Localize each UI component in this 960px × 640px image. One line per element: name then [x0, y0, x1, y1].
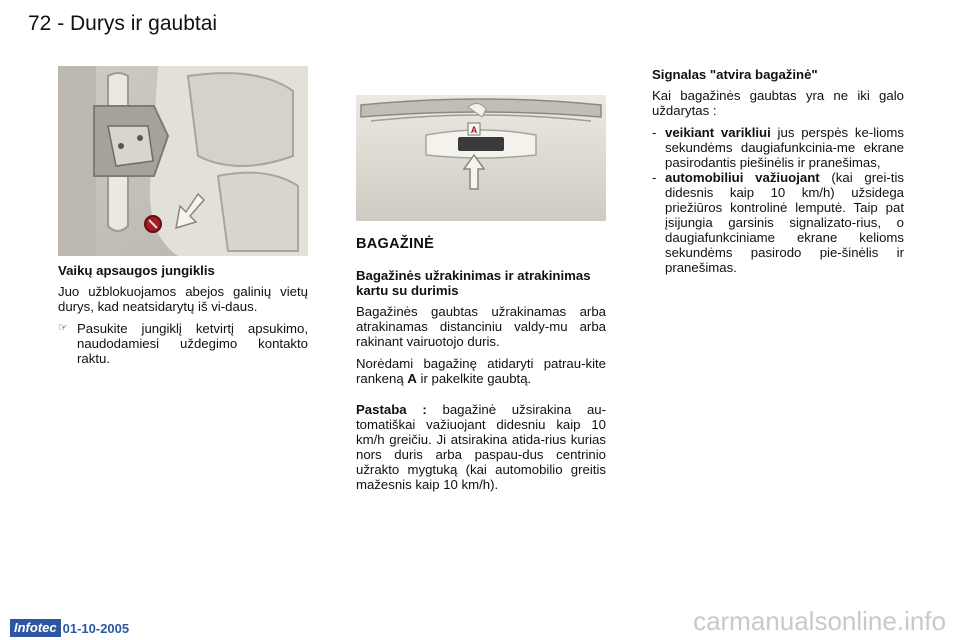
page-header: 72 - Durys ir gaubtai [28, 12, 218, 35]
pointing-hand-icon: ☞ [58, 322, 68, 334]
trunk-handle-illustration [356, 95, 606, 221]
dash-marker: - [652, 170, 657, 185]
child-lock-section [58, 263, 308, 372]
signal-item [652, 170, 904, 275]
trunk-open-signal-heading: Signalas "atvira bagažinė" [652, 67, 818, 82]
trunk-locking-heading: Bagažinės užrakinimas ir atrakinimas kartu su durimis [356, 268, 591, 298]
child-lock-instruction [58, 321, 308, 366]
trunk-handle-letter: A [407, 371, 417, 386]
brand-logo: Infotec [10, 619, 61, 637]
trunk-opening-text-a: Norėdami bagažinę atidaryti patrau-kite rankeną [356, 356, 606, 386]
note-text: bagažinė užsirakina au-tomatiškai važiuojant didesniu kaip 10 km/h greičiu. Ji atsirakina atida-rius kurias nors duris arba paspau-dus centrinio užrakto mygtuką (kai automobilio greitis mažesnis kaip 10 km/h). [356, 402, 607, 492]
child-lock-heading: Vaikų apsaugos jungiklis [58, 263, 215, 278]
signal-item-bold: veikiant varikliui [665, 125, 771, 140]
handle-label-a: A [470, 125, 478, 135]
trunk-locking-paragraph: Bagažinės gaubtas užrakinamas arba atrakinamas distanciniu valdy-mu arba rakinant vairuotojo duris. [356, 304, 606, 349]
child-lock-drawing [58, 66, 308, 256]
signal-item-bold: automobiliui važiuojant [665, 170, 820, 185]
footer [10, 618, 129, 638]
trunk-open-signal-intro: Kai bagažinės gaubtas yra ne iki galo uždarytas : [652, 88, 904, 118]
watermark: carmanualsonline.info [693, 606, 946, 636]
trunk-opening-paragraph [356, 356, 606, 386]
section-title-trunk: BAGAŽINĖ [356, 236, 435, 252]
trunk-opening-text-b: ir pakelkite gaubtą. [416, 371, 532, 386]
signal-item [652, 125, 904, 170]
note-label: Pastaba : [356, 402, 427, 417]
trunk-open-signal-section [652, 67, 904, 275]
trunk-note [356, 402, 606, 492]
child-lock-paragraph: Juo užblokuojamos abejos galinių vietų durys, kad neatsidarytų iš vi-daus. [58, 284, 308, 314]
dash-marker: - [652, 125, 657, 140]
child-lock-illustration [58, 66, 308, 256]
child-lock-instruction-text: Pasukite jungiklį ketvirtį apsukimo, naudodamiesi uždegimo kontakto raktu. [77, 321, 308, 366]
signal-item-text: jus perspės ke-lioms sekundėms daugiafunkcinia-me ekrane pasirodantis piešinėlis ir pranešimas, [665, 125, 905, 170]
trunk-section [356, 268, 606, 499]
signal-item-text: (kai grei-tis didesnis kaip 10 km/h) užsidega priežiūros kontrolinė lemputė. Taip pat įsijungia garsinis signalizato-rius, o daugiafunkciniame ekrane kelioms sekundėms pasirodo pie-šinėlis ir pranešimas. [665, 170, 904, 275]
trunk-handle-drawing [356, 95, 606, 221]
print-date: 01-10-2005 [62, 620, 130, 636]
